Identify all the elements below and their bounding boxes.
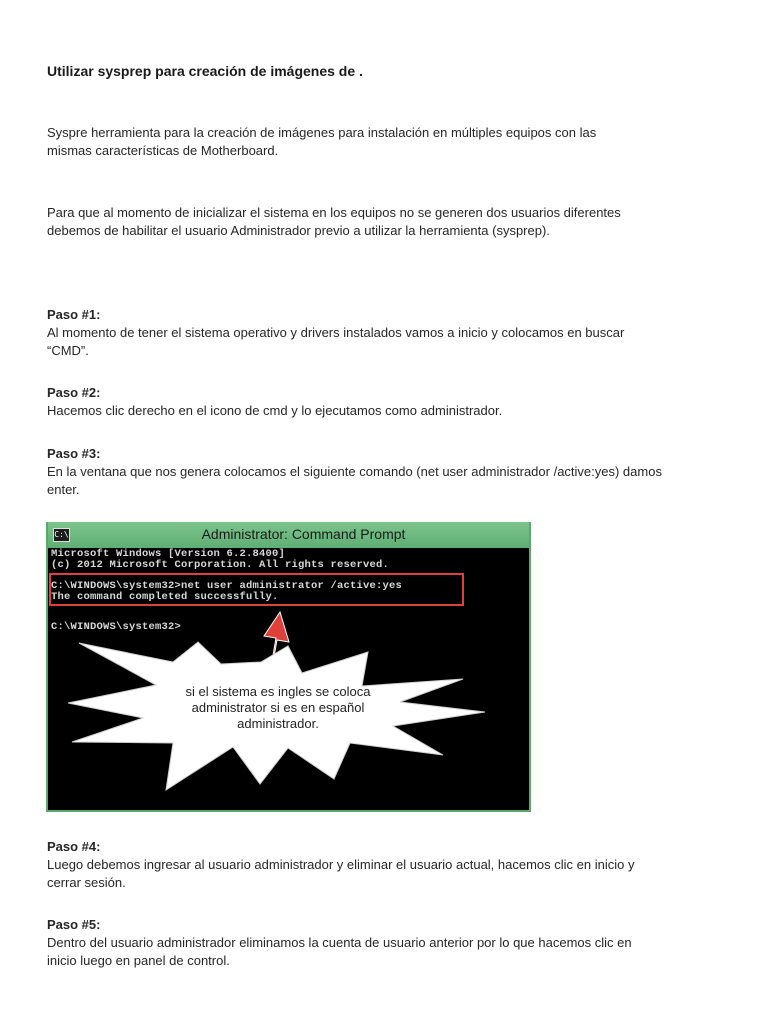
admin-paragraph-line: Para que al momento de inicializar el sistema en los equipos no se generen dos usuarios diferentes xyxy=(47,205,621,220)
step-3-label: Paso #3: xyxy=(47,446,101,461)
cmd-prompt-line: C:\WINDOWS\system32> xyxy=(51,621,182,633)
step-4-line: Luego debemos ingresar al usuario administrador y eliminar el usuario actual, hacemos clic en inicio y xyxy=(47,857,635,872)
callout-line: si el sistema es ingles se coloca xyxy=(185,684,371,699)
step-3-line: En la ventana que nos genera colocamos el siguiente comando (net user administrador /active:yes) damos xyxy=(47,464,662,479)
step-4 xyxy=(47,838,727,892)
step-2-label: Paso #2: xyxy=(47,385,101,400)
step-1-line: “CMD”. xyxy=(47,343,89,358)
callout-overlay xyxy=(48,522,531,812)
intro-paragraph xyxy=(47,124,727,160)
cmd-output-line: Microsoft Windows [Version 6.2.8400] xyxy=(51,548,286,560)
intro-line: mismas características de Motherboard. xyxy=(47,143,279,158)
cmd-output-line: (c) 2012 Microsoft Corporation. All rights reserved. xyxy=(51,559,390,571)
cmd-command-line: C:\WINDOWS\system32>net user administrator /active:yes xyxy=(51,580,403,592)
step-2 xyxy=(47,384,727,420)
cmd-window-title: Administrator: Command Prompt xyxy=(201,526,406,542)
admin-paragraph-line: debemos de habilitar el usuario Administrador previo a utilizar la herramienta (sysprep). xyxy=(47,223,550,238)
command-prompt-screenshot xyxy=(46,522,531,812)
step-4-line: cerrar sesión. xyxy=(47,875,126,890)
step-1-label: Paso #1: xyxy=(47,307,101,322)
admin-paragraph xyxy=(47,204,727,240)
step-4-label: Paso #4: xyxy=(47,839,101,854)
step-5-line: Dentro del usuario administrador eliminamos la cuenta de usuario anterior por lo que hacemos clic en xyxy=(47,935,632,950)
step-1-line: Al momento de tener el sistema operativo y drivers instalados vamos a inicio y colocamos en buscar xyxy=(47,325,625,340)
step-5-line: inicio luego en panel de control. xyxy=(47,953,230,968)
intro-line: Syspre herramienta para la creación de imágenes para instalación en múltiples equipos con las xyxy=(47,125,597,140)
step-3-line: enter. xyxy=(47,482,80,497)
document-title: Utilizar sysprep para creación de imágenes de . xyxy=(47,63,363,79)
step-5 xyxy=(47,916,727,970)
cmd-icon: C:\ xyxy=(53,528,70,542)
callout-text xyxy=(153,684,403,732)
step-1 xyxy=(47,306,727,360)
step-5-label: Paso #5: xyxy=(47,917,101,932)
callout-line: administrator si es en español xyxy=(191,700,365,715)
step-2-line: Hacemos clic derecho en el icono de cmd y lo ejecutamos como administrador. xyxy=(47,403,503,418)
cmd-output-line: The command completed successfully. xyxy=(51,591,279,603)
step-3 xyxy=(47,445,727,499)
callout-line: administrador. xyxy=(237,716,319,731)
